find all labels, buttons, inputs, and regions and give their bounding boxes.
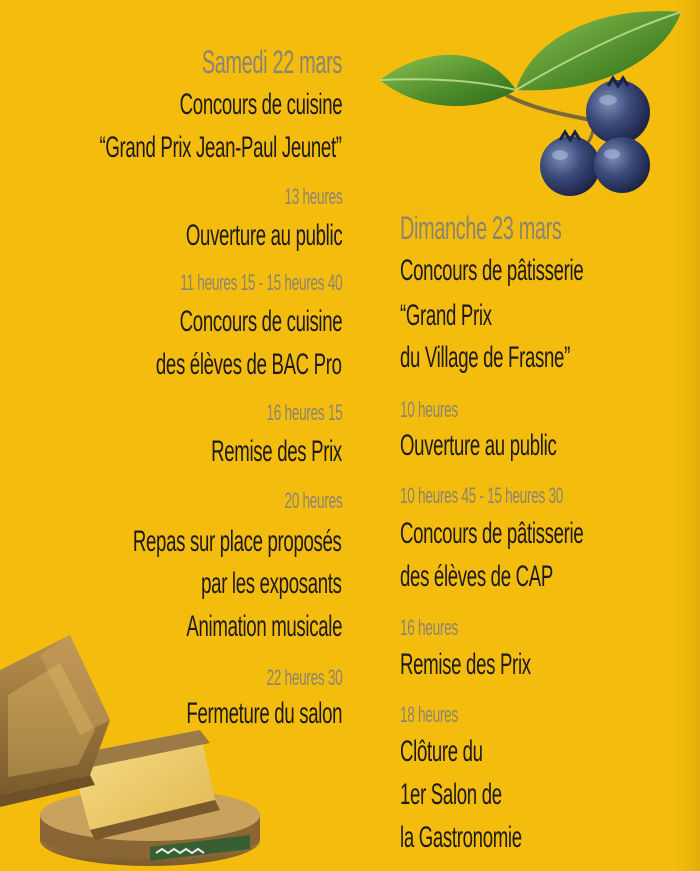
berry-shape	[586, 80, 650, 144]
sunday-event-1-line-2: “Grand Prix	[400, 299, 492, 332]
page-edge-shadow	[674, 0, 700, 871]
sunday-event-1-line-3: du Village de Frasne”	[400, 341, 570, 374]
blueberry-branch-image	[376, 0, 700, 200]
saturday-event-2-line-1: Ouverture au public	[185, 219, 342, 252]
saturday-time-5: 20 heures	[284, 488, 342, 513]
sunday-event-5-line-2: 1er Salon de	[400, 778, 502, 811]
sunday-event-5-line-1: Clôture du	[400, 735, 483, 768]
sunday-time-3: 10 heures 45 - 15 heures 30	[400, 483, 564, 508]
saturday-event-5-line-3: Animation musicale	[186, 610, 342, 643]
saturday-event-5-line-2: par les exposants	[201, 567, 342, 600]
saturday-time-2: 13 heures	[284, 184, 342, 209]
saturday-event-3-line-2: des élèves de BAC Pro	[156, 348, 342, 381]
saturday-event-4-line-1: Remise des Prix	[211, 435, 342, 468]
saturday-time-4: 16 heures 15	[266, 400, 342, 425]
sunday-time-5: 18 heures	[400, 702, 458, 727]
saturday-event-1-line-2: “Grand Prix Jean-Paul Jeunet”	[99, 131, 342, 164]
sunday-day-heading: Dimanche 23 mars	[400, 210, 562, 246]
saturday-event-1-line-1: Concours de cuisine	[179, 88, 342, 121]
saturday-event-3-line-1: Concours de cuisine	[179, 305, 342, 338]
saturday-event-5-line-1: Repas sur place proposés	[133, 525, 342, 558]
sunday-event-1-line-1: Concours de pâtisserie	[400, 254, 584, 287]
saturday-time-3: 11 heures 15 - 15 heures 40	[179, 270, 342, 295]
sunday-event-5-line-3: la Gastronomie	[400, 821, 522, 854]
berry-shape	[594, 137, 650, 193]
berry-shape	[540, 136, 600, 196]
saturday-day-heading: Samedi 22 mars	[201, 44, 342, 80]
sunday-time-2: 10 heures	[400, 397, 458, 422]
leaf-shape	[516, 11, 681, 90]
sunday-event-2-line-1: Ouverture au public	[400, 429, 557, 462]
sunday-event-3-line-1: Concours de pâtisserie	[400, 517, 584, 550]
sunday-event-3-line-2: des élèves de CAP	[400, 560, 553, 593]
saturday-time-6: 22 heures 30	[266, 665, 342, 690]
sunday-time-4: 16 heures	[400, 615, 458, 640]
comte-cheese-image	[0, 635, 260, 871]
sunday-event-4-line-1: Remise des Prix	[400, 648, 531, 681]
saturday-event-6-line-1: Fermeture du salon	[186, 697, 342, 730]
